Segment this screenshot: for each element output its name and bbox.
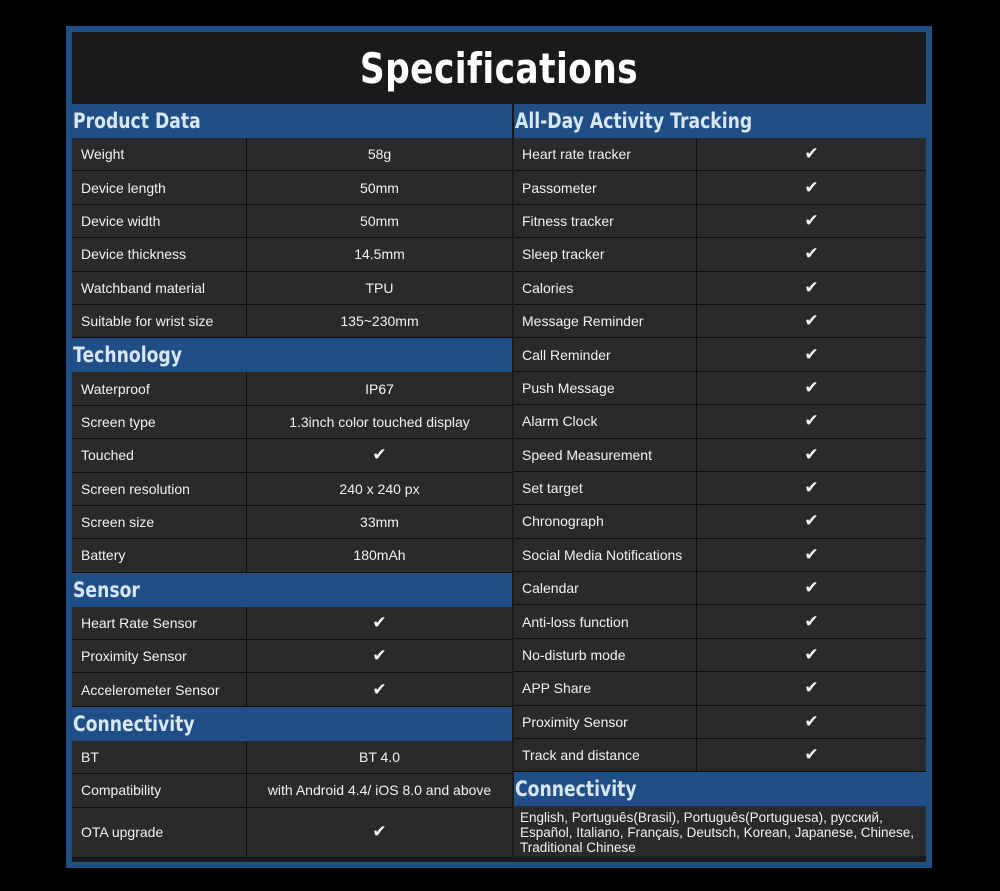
check-icon: ✔ [697, 739, 926, 771]
table-row [514, 238, 926, 271]
check-icon: ✔ [247, 640, 512, 672]
section-header-sensor [72, 573, 512, 607]
spec-label: Proximity Sensor [72, 640, 247, 672]
spec-label: Screen resolution [72, 473, 247, 505]
spec-label: APP Share [514, 672, 697, 704]
table-row [72, 406, 512, 439]
section-title: Product Data [73, 109, 201, 133]
table-row [72, 607, 512, 640]
table-row [514, 639, 926, 672]
spec-label: Proximity Sensor [514, 706, 697, 738]
spec-label: Passometer [514, 171, 697, 203]
table-row [72, 808, 512, 858]
connectivity-table [72, 741, 512, 858]
spec-label: Watchband material [72, 272, 247, 304]
table-row [72, 171, 512, 204]
spec-label: Set target [514, 472, 697, 504]
spec-label: Device thickness [72, 238, 247, 270]
spec-label: Call Reminder [514, 338, 697, 370]
table-row [72, 372, 512, 405]
spec-label: Device width [72, 205, 247, 237]
check-icon: ✔ [697, 372, 926, 404]
table-row [72, 539, 512, 572]
table-row [72, 205, 512, 238]
spec-label: Battery [72, 539, 247, 571]
check-icon: ✔ [697, 138, 926, 170]
check-icon: ✔ [697, 405, 926, 437]
table-row [72, 473, 512, 506]
check-icon: ✔ [697, 171, 926, 203]
spec-value: BT 4.0 [247, 741, 512, 773]
spec-label: Track and distance [514, 739, 697, 771]
table-row [72, 439, 512, 472]
table-row [514, 372, 926, 405]
table-row [72, 238, 512, 271]
spec-value: TPU [247, 272, 512, 304]
check-icon: ✔ [697, 505, 926, 537]
section-header-product-data [72, 104, 512, 138]
table-row [72, 506, 512, 539]
table-row [514, 405, 926, 438]
table-row [514, 439, 926, 472]
languages-list [514, 806, 926, 856]
section-title: Connectivity [73, 711, 195, 736]
spec-frame [66, 26, 932, 868]
table-row [72, 640, 512, 673]
section-title: Sensor [73, 577, 140, 602]
spec-label: Suitable for wrist size [72, 305, 247, 337]
left-column [72, 104, 512, 858]
spec-label: Calories [514, 272, 697, 304]
check-icon: ✔ [247, 673, 512, 705]
table-row [514, 505, 926, 538]
languages-line: Español, Italiano, Français, Deutsch, Korean, Japanese, Chinese, [520, 825, 914, 841]
section-header-technology [72, 338, 512, 372]
spec-label: Compatibility [72, 774, 247, 806]
table-row [514, 605, 926, 638]
spec-label: Weight [72, 138, 247, 170]
spec-label: Screen size [72, 506, 247, 538]
section-title: All-Day Activity Tracking [515, 109, 753, 133]
spec-value: 50mm [247, 205, 512, 237]
table-row [514, 539, 926, 572]
spec-label: Chronograph [514, 505, 697, 537]
spec-label: Waterproof [72, 372, 247, 404]
check-icon: ✔ [697, 605, 926, 637]
section-header-connectivity [72, 707, 512, 741]
spec-label: BT [72, 741, 247, 773]
table-row [72, 741, 512, 774]
check-icon: ✔ [697, 439, 926, 471]
table-row [514, 338, 926, 371]
table-row [72, 774, 512, 807]
spec-label: Speed Measurement [514, 439, 697, 471]
table-row [514, 572, 926, 605]
spec-label: Anti-loss function [514, 605, 697, 637]
check-icon: ✔ [697, 706, 926, 738]
section-header-language-connectivity [514, 772, 926, 806]
spec-value: 50mm [247, 171, 512, 203]
spec-label: Social Media Notifications [514, 539, 697, 571]
table-row [72, 272, 512, 305]
right-column [514, 104, 926, 856]
table-row [72, 673, 512, 706]
sensor-table [72, 607, 512, 707]
spec-label: Heart Rate Sensor [72, 607, 247, 639]
spec-value: 33mm [247, 506, 512, 538]
section-title: Technology [73, 343, 182, 368]
spec-label: Touched [72, 439, 247, 471]
technology-table [72, 372, 512, 572]
spec-label: Accelerometer Sensor [72, 673, 247, 705]
spec-value: IP67 [247, 372, 512, 404]
section-title: Connectivity [515, 777, 637, 802]
check-icon: ✔ [697, 672, 926, 704]
table-row [514, 171, 926, 204]
spec-label: Sleep tracker [514, 238, 697, 270]
table-row [72, 138, 512, 171]
table-row [514, 472, 926, 505]
spec-value: 1.3inch color touched display [247, 406, 512, 438]
check-icon: ✔ [697, 572, 926, 604]
spec-label: Device length [72, 171, 247, 203]
table-row [514, 739, 926, 772]
product-data-table [72, 138, 512, 338]
check-icon: ✔ [697, 338, 926, 370]
spec-value: 240 x 240 px [247, 473, 512, 505]
spec-value: with Android 4.4/ iOS 8.0 and above [247, 774, 512, 806]
spec-label: Message Reminder [514, 305, 697, 337]
spec-value: 135~230mm [247, 305, 512, 337]
spec-panel [72, 32, 926, 862]
check-icon: ✔ [697, 205, 926, 237]
check-icon: ✔ [697, 238, 926, 270]
table-row [514, 205, 926, 238]
spec-label: Alarm Clock [514, 405, 697, 437]
check-icon: ✔ [247, 808, 512, 857]
check-icon: ✔ [247, 439, 512, 471]
check-icon: ✔ [697, 272, 926, 304]
table-row [72, 305, 512, 338]
page-title: Specifications [359, 43, 639, 93]
spec-label: Calendar [514, 572, 697, 604]
table-row [514, 706, 926, 739]
section-header-activity-tracking [514, 104, 926, 138]
spec-label: Fitness tracker [514, 205, 697, 237]
spec-value: 14.5mm [247, 238, 512, 270]
table-row [514, 672, 926, 705]
spec-label: No-disturb mode [514, 639, 697, 671]
table-row [514, 138, 926, 171]
check-icon: ✔ [697, 472, 926, 504]
spec-label: Screen type [72, 406, 247, 438]
spec-value: 58g [247, 138, 512, 170]
activity-table [514, 138, 926, 772]
table-row [514, 272, 926, 305]
languages-line: English, Português(Brasil), Português(Portuguesa), русский, [520, 810, 883, 826]
spec-label: Heart rate tracker [514, 138, 697, 170]
check-icon: ✔ [697, 305, 926, 337]
spec-value: 180mAh [247, 539, 512, 571]
spec-label: Push Message [514, 372, 697, 404]
check-icon: ✔ [247, 607, 512, 639]
table-row [514, 305, 926, 338]
check-icon: ✔ [697, 539, 926, 571]
spec-label: OTA upgrade [72, 808, 247, 857]
languages-line: Traditional Chinese [520, 840, 636, 856]
check-icon: ✔ [697, 639, 926, 671]
